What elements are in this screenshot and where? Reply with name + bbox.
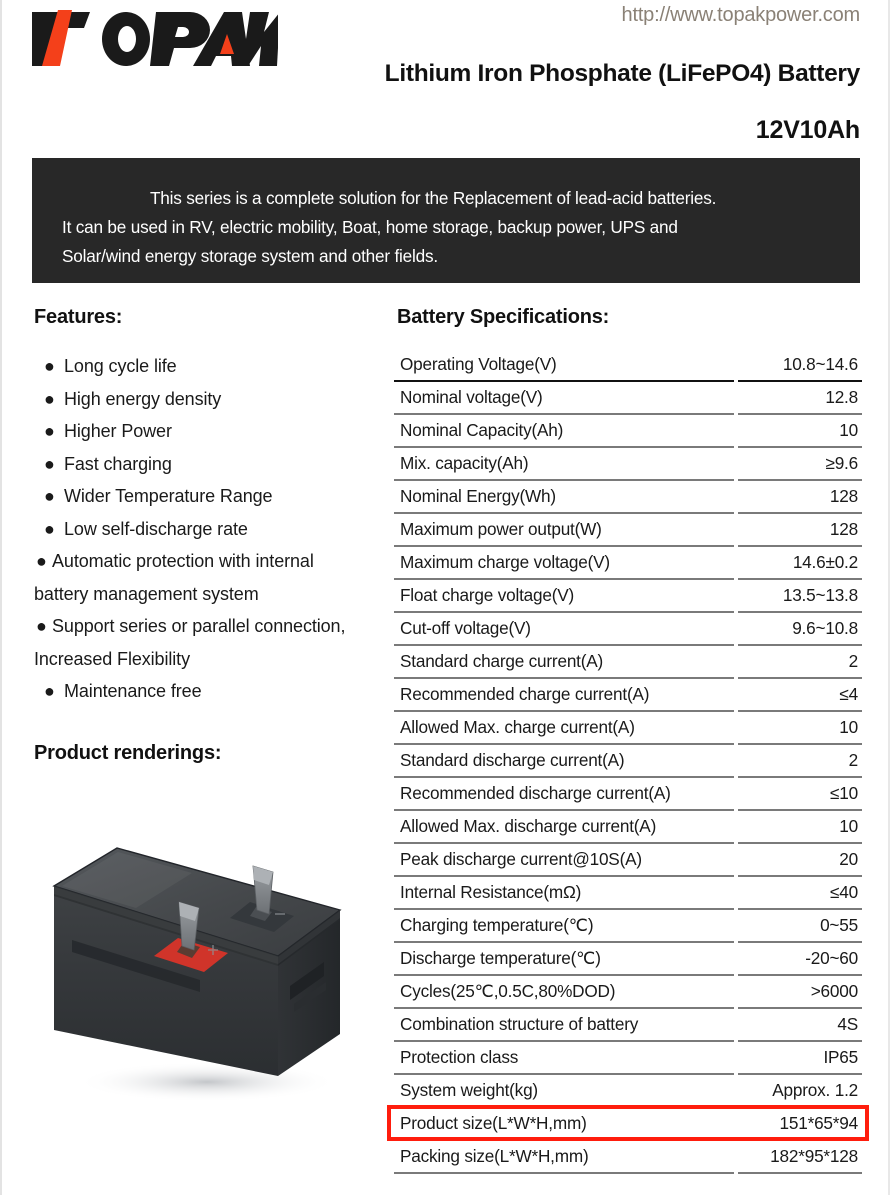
feature-label: Fast charging	[64, 453, 172, 474]
feature-item	[34, 513, 384, 546]
spec-label: Cut-off voltage(V)	[394, 612, 736, 645]
table-row	[394, 579, 862, 612]
spec-label: Internal Resistance(mΩ)	[394, 876, 736, 909]
spec-label: Discharge temperature(℃)	[394, 942, 736, 975]
feature-label-continuation: Increased Flexibility	[34, 648, 190, 669]
table-row	[394, 1041, 862, 1074]
table-row	[394, 678, 862, 711]
feature-label: Automatic protection with internal	[52, 551, 314, 571]
page-header	[2, 0, 890, 152]
table-row	[394, 876, 862, 909]
spec-value: 9.6~10.8	[736, 612, 862, 645]
table-row	[394, 942, 862, 975]
intro-line-3: Solar/wind energy storage system and other fields.	[62, 246, 438, 266]
spec-label: Protection class	[394, 1041, 736, 1074]
feature-item	[34, 415, 384, 448]
table-row	[394, 1140, 862, 1173]
table-row	[394, 480, 862, 513]
spec-label: Standard charge current(A)	[394, 645, 736, 678]
spec-value: 13.5~13.8	[736, 579, 862, 612]
feature-item	[34, 383, 384, 416]
feature-item	[34, 545, 384, 610]
bullet-icon: ●	[36, 551, 47, 571]
spec-label: Operating Voltage(V)	[394, 348, 736, 381]
spec-value: 4S	[736, 1008, 862, 1041]
spec-value: ≤10	[736, 777, 862, 810]
spec-value: 128	[736, 513, 862, 546]
feature-item	[34, 448, 384, 481]
feature-label: High energy density	[64, 388, 222, 409]
site-url[interactable]: http://www.topakpower.com	[621, 4, 860, 26]
spec-value: 20	[736, 843, 862, 876]
model-code: 12V10Ah	[755, 116, 860, 144]
feature-item	[34, 675, 384, 708]
bullet-icon: ●	[44, 681, 55, 701]
spec-value: ≥9.6	[736, 447, 862, 480]
table-row	[394, 777, 862, 810]
table-row	[394, 975, 862, 1008]
table-row	[394, 909, 862, 942]
spec-label: Nominal Capacity(Ah)	[394, 414, 736, 447]
specifications-table	[394, 348, 862, 1174]
spec-value: -20~60	[736, 942, 862, 975]
feature-label: Long cycle life	[64, 356, 177, 376]
feature-label-continuation: battery management system	[34, 583, 259, 604]
bullet-icon: ●	[44, 453, 55, 474]
spec-value: Approx. 1.2	[736, 1074, 862, 1107]
spec-value: 10	[736, 711, 862, 744]
table-row	[394, 843, 862, 876]
feature-item	[34, 350, 384, 383]
spec-value: 10	[736, 810, 862, 843]
table-row	[394, 348, 862, 381]
table-row	[394, 381, 862, 414]
table-row	[394, 1008, 862, 1041]
specifications-table-body	[394, 348, 862, 1173]
table-row	[394, 1074, 862, 1107]
spec-value: ≤4	[736, 678, 862, 711]
intro-banner	[32, 158, 860, 283]
battery-rendering-svg	[32, 790, 382, 1120]
product-renderings-heading: Product renderings:	[34, 742, 222, 764]
features-heading: Features:	[34, 306, 123, 328]
table-row	[394, 513, 862, 546]
bullet-icon: ●	[44, 421, 55, 441]
spec-label: Standard discharge current(A)	[394, 744, 736, 777]
topak-logo	[28, 6, 278, 72]
bullet-icon: ●	[44, 388, 55, 409]
intro-line-2: It can be used in RV, electric mobility, Boat, home storage, backup power, UPS and	[62, 217, 678, 237]
battery-product-image	[32, 790, 382, 1120]
spec-label: Charging temperature(℃)	[394, 909, 736, 942]
spec-value: IP65	[736, 1041, 862, 1074]
feature-label: Low self-discharge rate	[64, 518, 248, 539]
table-row	[394, 645, 862, 678]
spec-label: Mix. capacity(Ah)	[394, 447, 736, 480]
spec-label: Packing size(L*W*H,mm)	[394, 1140, 736, 1173]
specs-heading: Battery Specifications:	[397, 306, 610, 328]
bullet-icon: ●	[44, 486, 55, 506]
spec-label: System weight(kg)	[394, 1074, 736, 1107]
feature-item	[34, 480, 384, 513]
spec-label: Peak discharge current@10S(A)	[394, 843, 736, 876]
intro-line-1: This series is a complete solution for the Replacement of lead-acid batteries.	[150, 188, 717, 208]
table-row	[394, 711, 862, 744]
spec-label: Maximum power output(W)	[394, 513, 736, 546]
spec-label: Recommended discharge current(A)	[394, 777, 736, 810]
spec-value: 151*65*94	[736, 1107, 862, 1140]
spec-value: 182*95*128	[736, 1140, 862, 1173]
table-row	[394, 1107, 862, 1140]
features-list	[34, 350, 384, 708]
bullet-icon: ●	[44, 356, 55, 376]
table-row	[394, 546, 862, 579]
spec-label: Float charge voltage(V)	[394, 579, 736, 612]
spec-value: 14.6±0.2	[736, 546, 862, 579]
feature-label: Maintenance free	[64, 681, 202, 701]
bullet-icon: ●	[36, 616, 47, 636]
spec-label: Recommended charge current(A)	[394, 678, 736, 711]
spec-value: 128	[736, 480, 862, 513]
spec-label: Nominal Energy(Wh)	[394, 480, 736, 513]
table-row	[394, 810, 862, 843]
spec-value: ≤40	[736, 876, 862, 909]
page-title: Lithium Iron Phosphate (LiFePO4) Battery	[384, 60, 860, 87]
table-row	[394, 612, 862, 645]
feature-label: Higher Power	[64, 421, 172, 441]
feature-label: Wider Temperature Range	[64, 486, 273, 506]
feature-item	[34, 610, 384, 675]
topak-logo-svg	[28, 6, 278, 72]
spec-label: Combination structure of battery	[394, 1008, 736, 1041]
spec-value: 2	[736, 645, 862, 678]
spec-label: Maximum charge voltage(V)	[394, 546, 736, 579]
spec-value: 10.8~14.6	[736, 348, 862, 381]
spec-label: Allowed Max. charge current(A)	[394, 711, 736, 744]
spec-value: 12.8	[736, 381, 862, 414]
spec-value: >6000	[736, 975, 862, 1008]
spec-label: Cycles(25℃,0.5C,80%DOD)	[394, 975, 736, 1008]
spec-value: 0~55	[736, 909, 862, 942]
battery-shadow	[77, 1062, 337, 1102]
spec-label: Allowed Max. discharge current(A)	[394, 810, 736, 843]
feature-label: Support series or parallel connection,	[52, 616, 346, 636]
table-row	[394, 744, 862, 777]
bullet-icon: ●	[44, 518, 55, 539]
table-row	[394, 447, 862, 480]
spec-value: 2	[736, 744, 862, 777]
spec-value: 10	[736, 414, 862, 447]
spec-label: Product size(L*W*H,mm)	[394, 1107, 736, 1140]
spec-label: Nominal voltage(V)	[394, 381, 736, 414]
table-row	[394, 414, 862, 447]
